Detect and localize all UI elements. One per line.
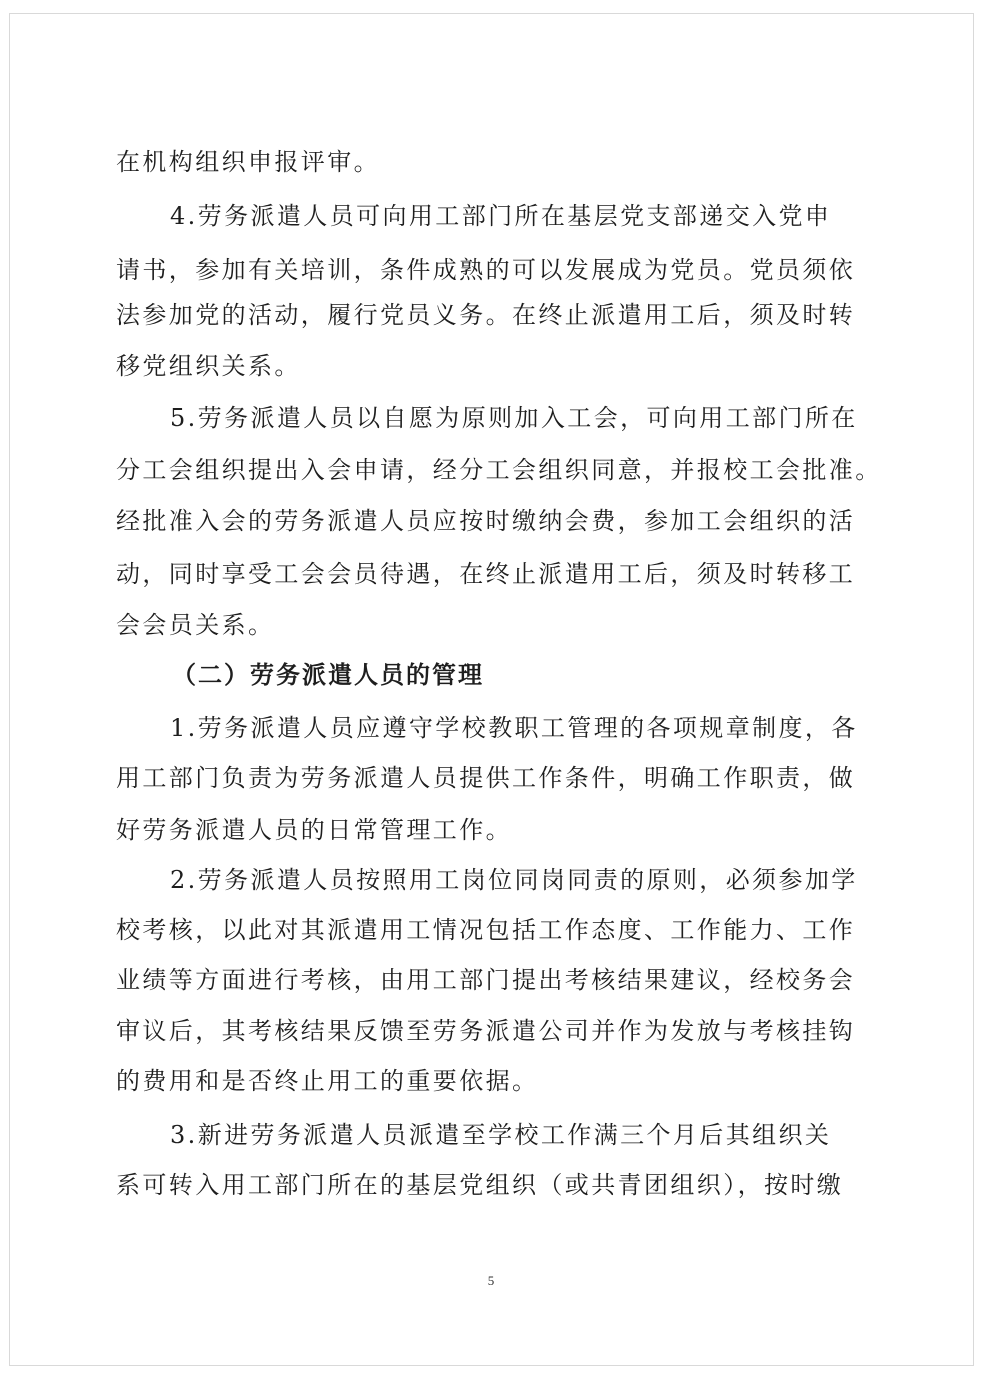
text-line: 4.劳务派遣人员可向用工部门所在基层党支部递交入党申 (170, 202, 832, 230)
text-line: 的费用和是否终止用工的重要依据。 (116, 1067, 539, 1095)
text-line: 请书，参加有关培训，条件成熟的可以发展成为党员。党员须依 (116, 256, 856, 284)
text-line: 5.劳务派遣人员以自愿为原则加入工会，可向用工部门所在 (170, 404, 858, 432)
text-line: 好劳务派遣人员的日常管理工作。 (116, 816, 512, 844)
text-line: 法参加党的活动，履行党员义务。在终止派遣用工后，须及时转 (116, 301, 856, 329)
text-line: 业绩等方面进行考核，由用工部门提出考核结果建议，经校务会 (116, 966, 856, 994)
text-line: 2.劳务派遣人员按照用工岗位同岗同责的原则，必须参加学 (170, 866, 858, 894)
text-line: 分工会组织提出入会申请，经分工会组织同意，并报校工会批准。 (116, 456, 882, 484)
text-line: 在机构组织申报评审。 (116, 148, 380, 176)
section-heading: （二）劳务派遣人员的管理 (172, 661, 484, 689)
text-line: 移党组织关系。 (116, 352, 301, 380)
text-line: 1.劳务派遣人员应遵守学校教职工管理的各项规章制度，各 (170, 714, 858, 742)
text-line: 审议后，其考核结果反馈至劳务派遣公司并作为发放与考核挂钩 (116, 1017, 856, 1045)
page-number: 5 (487, 1273, 495, 1288)
text-line: 3.新进劳务派遣人员派遣至学校工作满三个月后其组织关 (170, 1121, 832, 1149)
text-line: 系可转入用工部门所在的基层党组织（或共青团组织），按时缴 (116, 1171, 844, 1199)
text-line: 用工部门负责为劳务派遣人员提供工作条件，明确工作职责，做 (116, 764, 856, 792)
text-line: 会会员关系。 (116, 611, 275, 639)
text-line: 经批准入会的劳务派遣人员应按时缴纳会费，参加工会组织的活 (116, 507, 856, 535)
text-line: 动，同时享受工会会员待遇，在终止派遣用工后，须及时转移工 (116, 560, 856, 588)
text-line: 校考核，以此对其派遣用工情况包括工作态度、工作能力、工作 (116, 916, 856, 944)
